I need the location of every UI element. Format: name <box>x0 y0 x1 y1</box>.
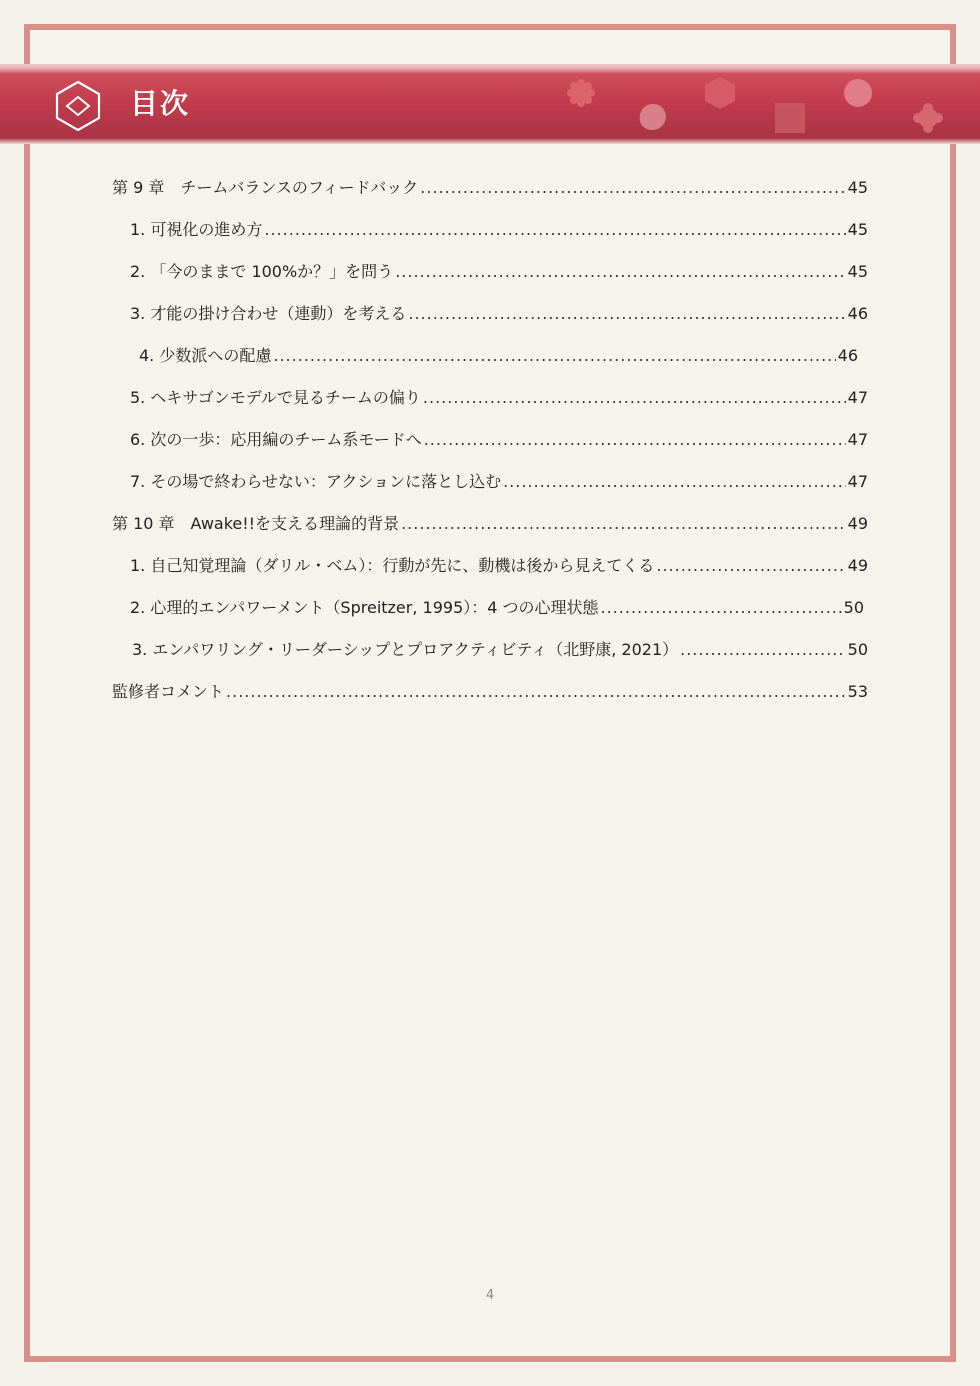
page-number: 4 <box>485 1288 495 1303</box>
toc-entry-page: 50 <box>847 640 868 659</box>
flower-shape-icon <box>566 78 596 108</box>
toc-entry-page: 53 <box>847 682 868 701</box>
toc-entry[interactable] <box>132 638 868 662</box>
toc-dot-leader <box>420 176 845 200</box>
hexagon-shape-icon <box>704 76 736 110</box>
toc-entry-label: 4. 少数派への配慮 <box>139 346 272 365</box>
toc-entry-page: 46 <box>847 304 868 323</box>
page-title: 目次 <box>130 87 191 120</box>
toc-entry-label: 6. 次の一歩：応用編のチーム系モードへ <box>130 430 422 449</box>
toc-dot-leader <box>601 596 842 620</box>
toc-entry[interactable] <box>130 470 868 494</box>
toc-entry-chapter10[interactable] <box>112 512 868 536</box>
toc-entry-page: 49 <box>847 556 868 575</box>
toc-dot-leader <box>273 344 835 368</box>
toc-entry-label: 3. エンパワリング・リーダーシップとプロアクティビティ（北野康, 2021） <box>132 640 679 659</box>
toc-entry-page: 47 <box>847 430 868 449</box>
square-shape-icon <box>774 102 806 134</box>
toc-dot-leader <box>226 680 846 704</box>
toc-entry-chapter9[interactable] <box>112 176 868 200</box>
toc-entry-page: 49 <box>847 514 868 533</box>
toc-entry[interactable] <box>130 554 868 578</box>
toc-entry[interactable] <box>139 344 858 368</box>
toc-entry-label: 1. 自己知覚理論（ダリル・ベム）：行動が先に、動機は後から見えてくる <box>130 556 655 575</box>
toc-dot-leader <box>503 470 846 494</box>
toc-entry[interactable] <box>130 302 868 326</box>
flower2-shape-icon <box>912 102 944 134</box>
toc-entry-supervisor-comment[interactable] <box>112 680 868 704</box>
toc-entry-label: 監修者コメント <box>112 682 225 701</box>
toc-dot-leader <box>424 428 846 452</box>
blob-shape-icon <box>636 102 668 132</box>
toc-dot-leader <box>395 260 845 284</box>
toc-entry-label: 5. ヘキサゴンモデルで見るチームの偏り <box>130 388 421 407</box>
toc-entry[interactable] <box>130 596 864 620</box>
toc-dot-leader <box>264 218 845 242</box>
toc-entry-page: 45 <box>847 220 868 239</box>
toc-entry-label: 7. その場で終わらせない：アクションに落とし込む <box>130 472 502 491</box>
toc-entry[interactable] <box>130 260 868 284</box>
toc-dot-leader <box>423 386 846 410</box>
toc-entry-page: 47 <box>847 388 868 407</box>
circle-shape-icon <box>843 78 873 108</box>
hexagon-diamond-icon <box>55 80 101 132</box>
toc-entry-label: 1. 可視化の進め方 <box>130 220 263 239</box>
toc-dot-leader <box>401 512 846 536</box>
toc-dot-leader <box>408 302 845 326</box>
toc-entry-page: 45 <box>847 262 868 281</box>
toc-entry-label: 2. 「今のままで 100%か？」を問う <box>130 262 394 281</box>
toc-entry-label: 2. 心理的エンパワーメント（Spreitzer, 1995）：4 つの心理状態 <box>130 598 599 617</box>
toc-entry[interactable] <box>130 428 868 452</box>
toc-entry-label: 3. 才能の掛け合わせ（連動）を考える <box>130 304 407 323</box>
toc-entry-page: 46 <box>837 346 858 365</box>
toc-entry-page: 45 <box>847 178 868 197</box>
toc-entry-label: 第 10 章 Awake!!を支える理論的背景 <box>112 514 400 533</box>
toc-entry[interactable] <box>130 386 868 410</box>
toc-entry-page: 47 <box>847 472 868 491</box>
toc-dot-leader <box>656 554 845 578</box>
toc-entry[interactable] <box>130 218 868 242</box>
toc-entry-page: 50 <box>843 598 864 617</box>
toc-entry-label: 第 9 章 チームバランスのフィードバック <box>112 178 419 197</box>
toc-dot-leader <box>680 638 846 662</box>
